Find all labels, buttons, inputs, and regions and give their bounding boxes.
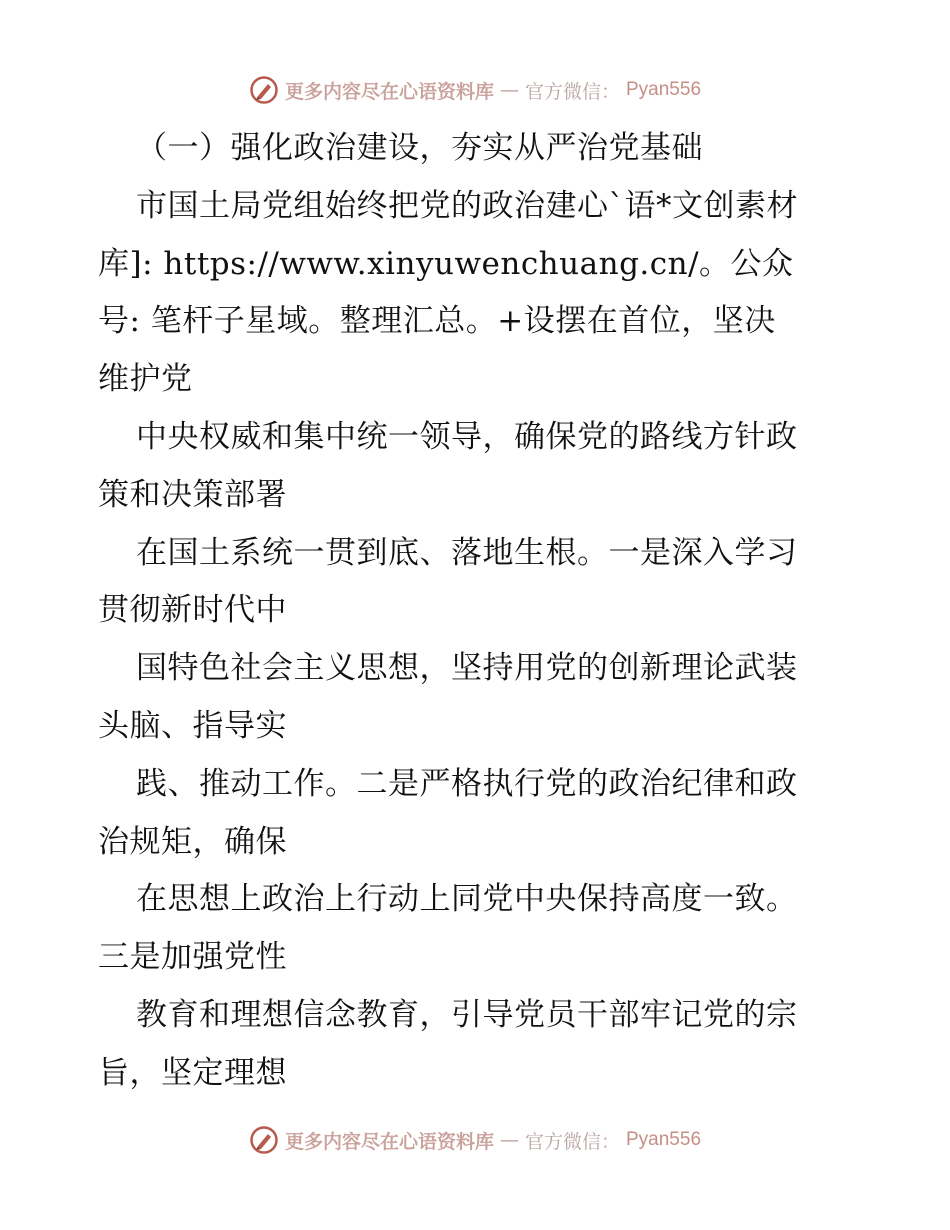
paragraph-line: 践、推动工作。二是严格执行党的政治纪律和政 <box>136 765 798 802</box>
pen-circle-logo-icon <box>249 1125 279 1155</box>
watermark-contact-label: 官方微信： <box>524 1130 620 1153</box>
watermark-header <box>0 70 950 110</box>
paragraph-line: 治规矩，确保 <box>98 823 287 860</box>
watermark-contact-label: 官方微信： <box>524 80 620 103</box>
pen-circle-logo-icon <box>249 75 279 105</box>
paragraph-line: 维护党 <box>98 361 193 398</box>
paragraph-line: 教育和理想信念教育，引导党员干部牢记党的宗 <box>136 996 798 1033</box>
paragraph-line: 在国土系统一贯到底、落地生根。一是深入学习 <box>136 534 798 571</box>
paragraph-line: 市国土局党组始终把党的政治建心`语*文创素材 <box>136 187 798 224</box>
watermark-contact-id: Pyan556 <box>626 79 702 100</box>
watermark-contact-id: Pyan556 <box>626 1129 702 1150</box>
watermark-main-text: 更多内容尽在心语资料库 <box>284 1130 494 1153</box>
paragraph-line: 头脑、指导实 <box>98 707 287 744</box>
document-body <box>98 120 858 1103</box>
watermark-footer <box>0 1120 950 1160</box>
paragraph-line: 库]: https://www.xinyuwenchuang.cn/。公众 <box>98 245 794 282</box>
paragraph-line: 三是加强党性 <box>98 939 287 976</box>
watermark-main-text: 更多内容尽在心语资料库 <box>284 80 494 103</box>
paragraph-line: 国特色社会主义思想，坚持用党的创新理论武装 <box>136 650 798 687</box>
paragraph-line: 中央权威和集中统一领导，确保党的路线方针政 <box>136 418 798 455</box>
watermark-separator: — <box>499 1129 519 1151</box>
paragraph-line: 贯彻新时代中 <box>98 592 287 629</box>
watermark-separator: — <box>499 79 519 101</box>
section-heading: （一）强化政治建设，夯实从严治党基础 <box>136 130 703 166</box>
paragraph-line: 旨，坚定理想 <box>98 1054 287 1091</box>
paragraph-line: 策和决策部署 <box>98 476 287 513</box>
paragraph-line: 号: 笔杆子星域。整理汇总。+设摆在首位，坚决 <box>98 303 776 340</box>
paragraph-line: 在思想上政治上行动上同党中央保持高度一致。 <box>136 881 798 918</box>
